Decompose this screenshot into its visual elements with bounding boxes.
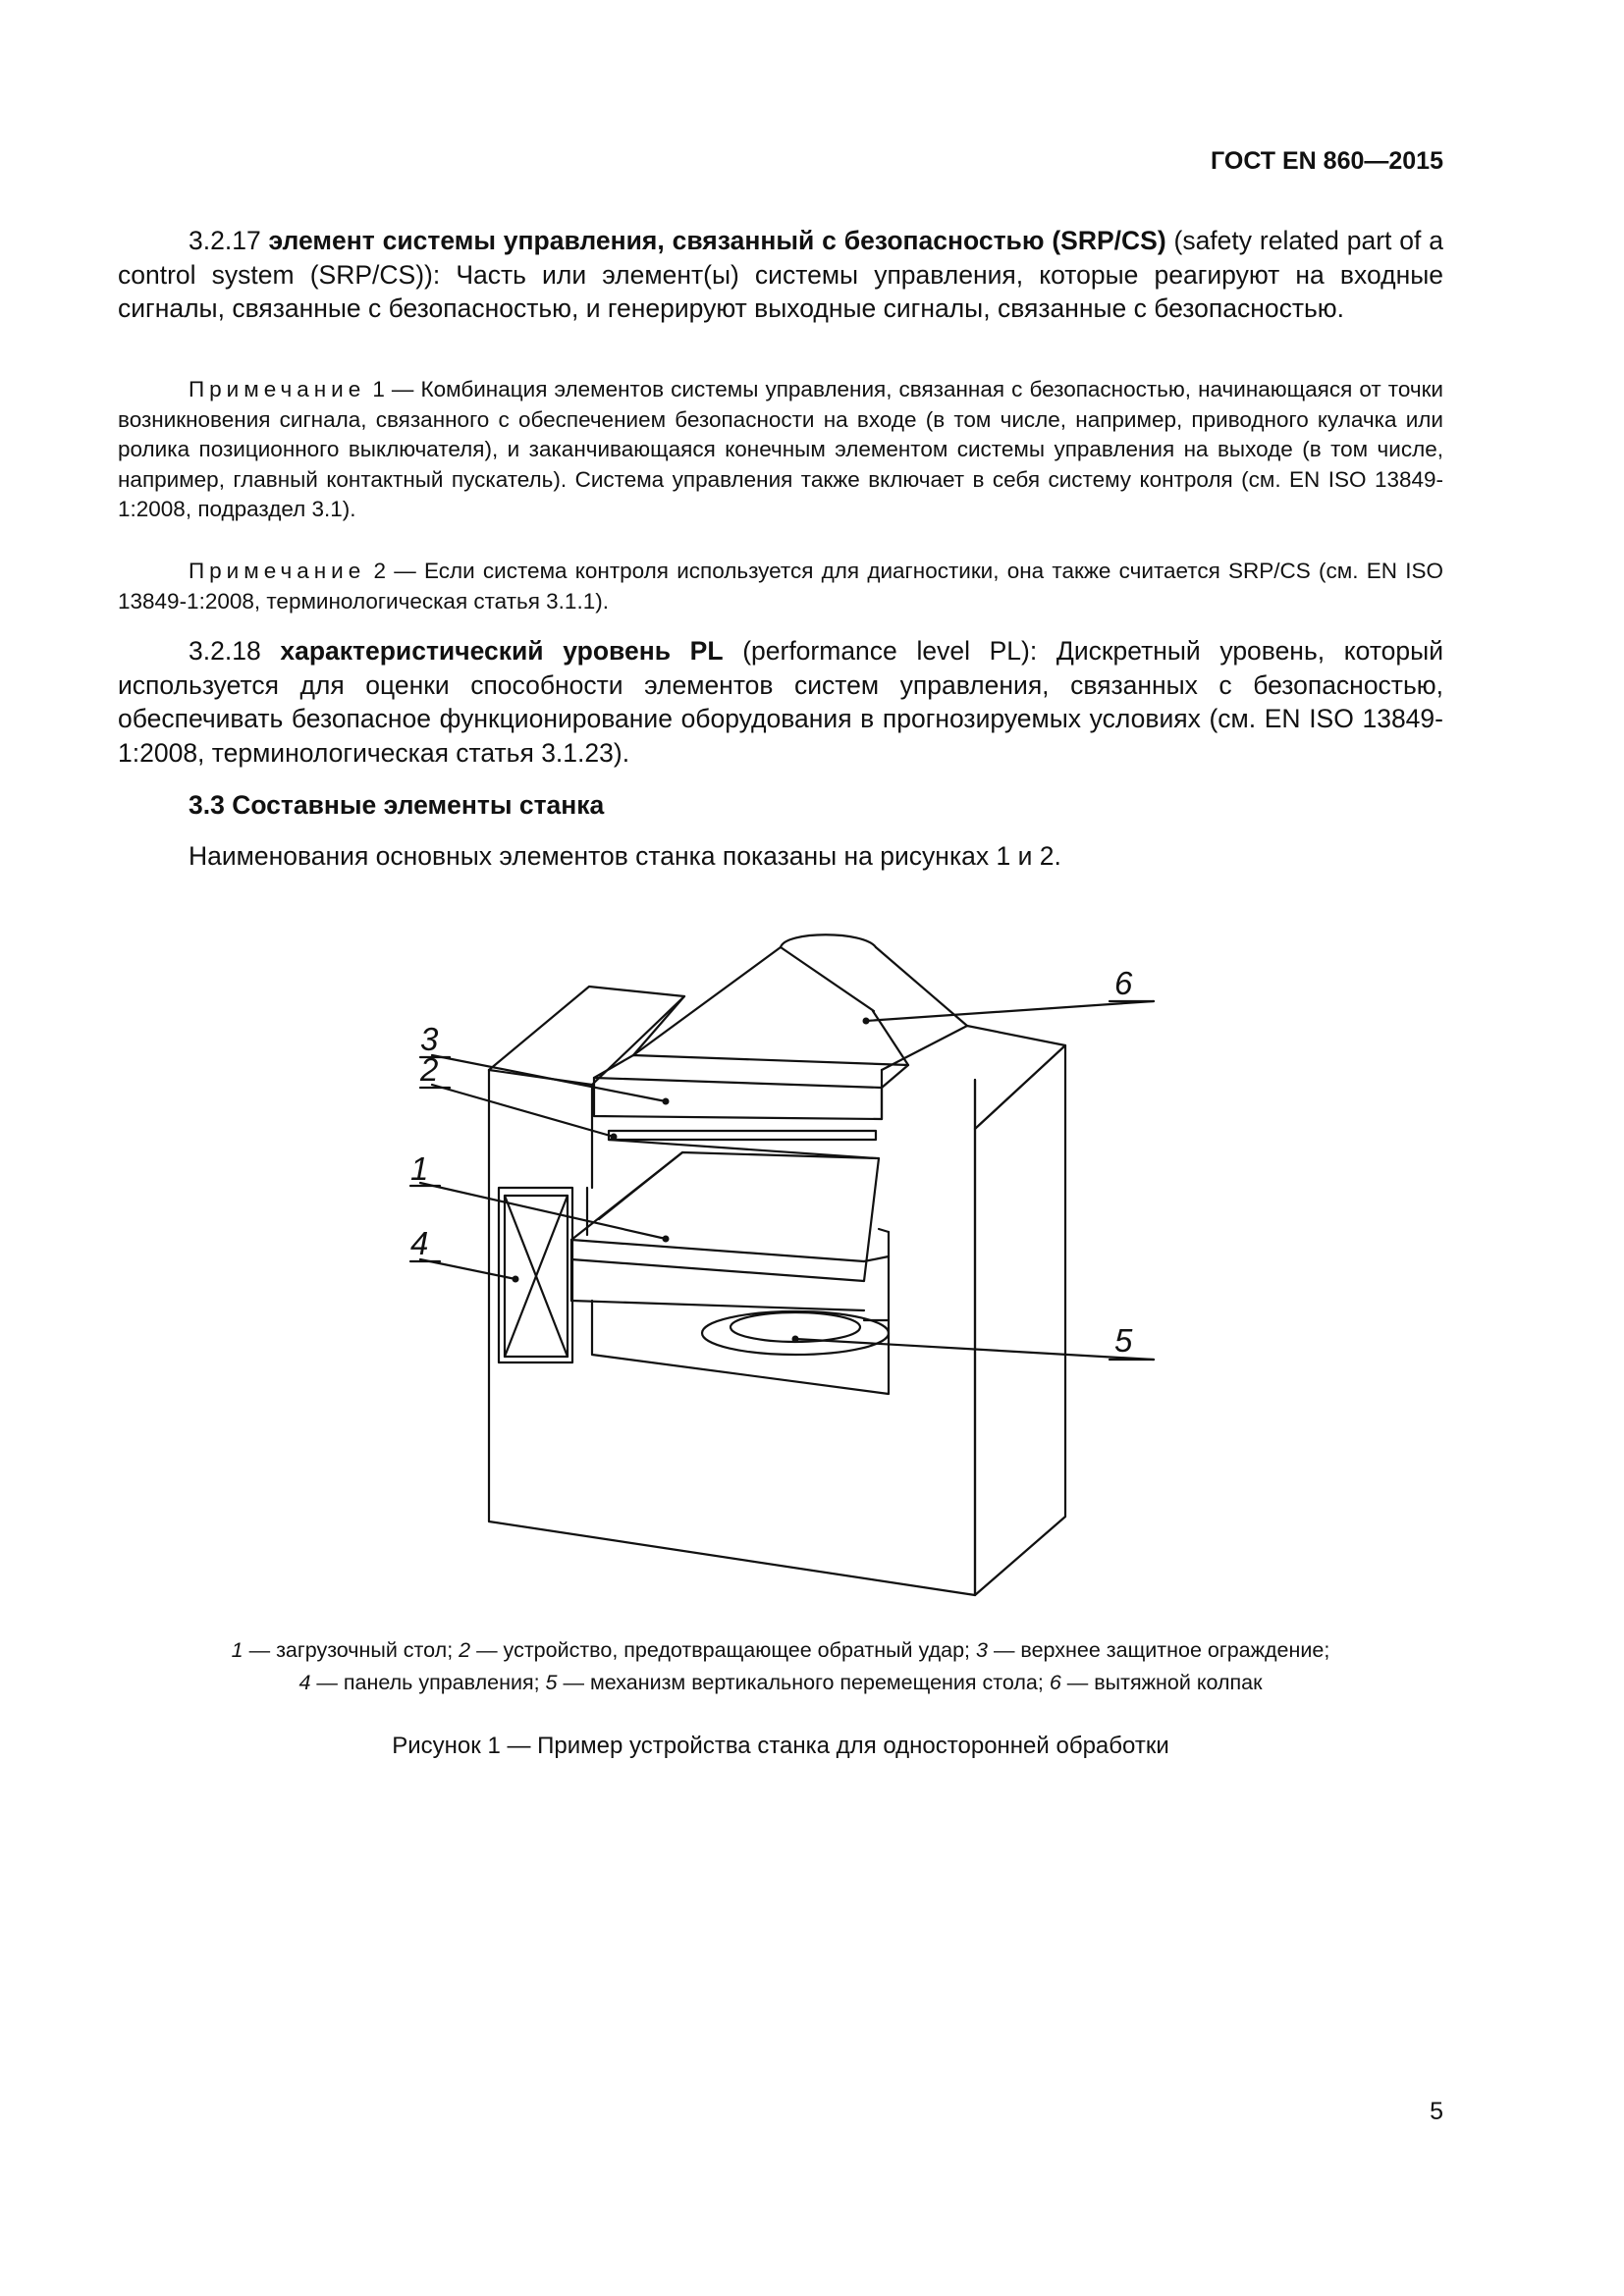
note-text: 2 — Если система контроля используется для диагностики, она также считается SRP/CS (см. EN ISO 13849-1:2008, терминологическая статья 3.1.1). bbox=[118, 559, 1443, 614]
legend-number: 6 bbox=[1049, 1671, 1061, 1694]
upper-guard bbox=[594, 1078, 882, 1119]
loading-table bbox=[571, 1152, 879, 1281]
callout-2: 2 bbox=[420, 1051, 439, 1088]
legend-number: 5 bbox=[545, 1671, 558, 1694]
term: характеристический уровень PL bbox=[280, 636, 724, 666]
legend-line-2 bbox=[118, 1667, 1443, 1699]
section-heading: 3.3 Составные элементы станка bbox=[189, 790, 605, 820]
figure-legend bbox=[118, 1634, 1443, 1699]
legend-text: — панель управления; bbox=[310, 1671, 546, 1694]
definition: (performance level PL): Дискретный уровень, который используется для оценки способности элементов систем управления, связанных с безопасностью, обеспечивать безопасное функционирование оборудования в прогнозируемых условиях (см. EN ISO 13849-1:2008, терминологическая статья 3.1.23). bbox=[118, 636, 1443, 769]
exhaust-hood bbox=[633, 947, 781, 1055]
term: элемент системы управления, связанный с безопасностью (SRP/CS) bbox=[268, 226, 1166, 255]
section-text: Наименования основных элементов станка показаны на рисунках 1 и 2. bbox=[189, 841, 1061, 871]
callout-3: 3 bbox=[420, 1021, 439, 1057]
lift-mechanism bbox=[702, 1311, 889, 1355]
legend-number: 2 bbox=[459, 1638, 471, 1662]
legend-line-1 bbox=[118, 1634, 1443, 1667]
callout-5: 5 bbox=[1114, 1322, 1133, 1359]
clause-number: 3.2.17 bbox=[189, 226, 261, 255]
legend-number: 3 bbox=[976, 1638, 988, 1662]
document-header: ГОСТ EN 860—2015 bbox=[1211, 147, 1443, 175]
definition: (safety related part of a control system (SRP/CS)): Часть или элемент(ы) системы управления, которые реагируют на входные сигналы, связанные с безопасностью, и генерируют выходные сигналы, связанные с безопасностью. bbox=[118, 226, 1443, 324]
anti-kickback-device bbox=[609, 1131, 876, 1140]
legend-text: — вытяжной колпак bbox=[1060, 1671, 1263, 1694]
figure-caption: Рисунок 1 — Пример устройства станка для односторонней обработки bbox=[392, 1733, 1169, 1759]
left-column-top bbox=[489, 987, 684, 1085]
note-label: Примечание bbox=[189, 559, 366, 583]
legend-text: — механизм вертикального перемещения стола; bbox=[557, 1671, 1050, 1694]
callout-4: 4 bbox=[410, 1225, 429, 1261]
legend-text: — устройство, предотвращающее обратный удар; bbox=[470, 1638, 976, 1662]
legend-number: 4 bbox=[298, 1671, 311, 1694]
note-text: 1 — Комбинация элементов системы управления, связанная с безопасностью, начинающаяся от точки возникновения сигнала, связанного с обеспечением безопасности на входе (в том числе, например, приводного кулачка или ролика позиционного выключателя), и заканчивающаяся конечным элементом системы управления на выходе (в том числе, например, главный контактный пускатель). Система управления также включает в себя систему контроля (см. EN ISO 13849-1:2008, подраздел 3.1). bbox=[118, 377, 1443, 521]
callout-1: 1 bbox=[410, 1150, 429, 1187]
page-number: 5 bbox=[1430, 2098, 1443, 2125]
clause-number: 3.2.18 bbox=[189, 636, 261, 666]
right-column-top bbox=[882, 1026, 1065, 1129]
legend-text: — загрузочный стол; bbox=[243, 1638, 460, 1662]
callout-6: 6 bbox=[1114, 965, 1133, 1001]
right-column bbox=[975, 1045, 1065, 1595]
legend-text: — верхнее защитное ограждение; bbox=[987, 1638, 1330, 1662]
note-label: Примечание bbox=[189, 377, 366, 401]
legend-number: 1 bbox=[231, 1638, 244, 1662]
